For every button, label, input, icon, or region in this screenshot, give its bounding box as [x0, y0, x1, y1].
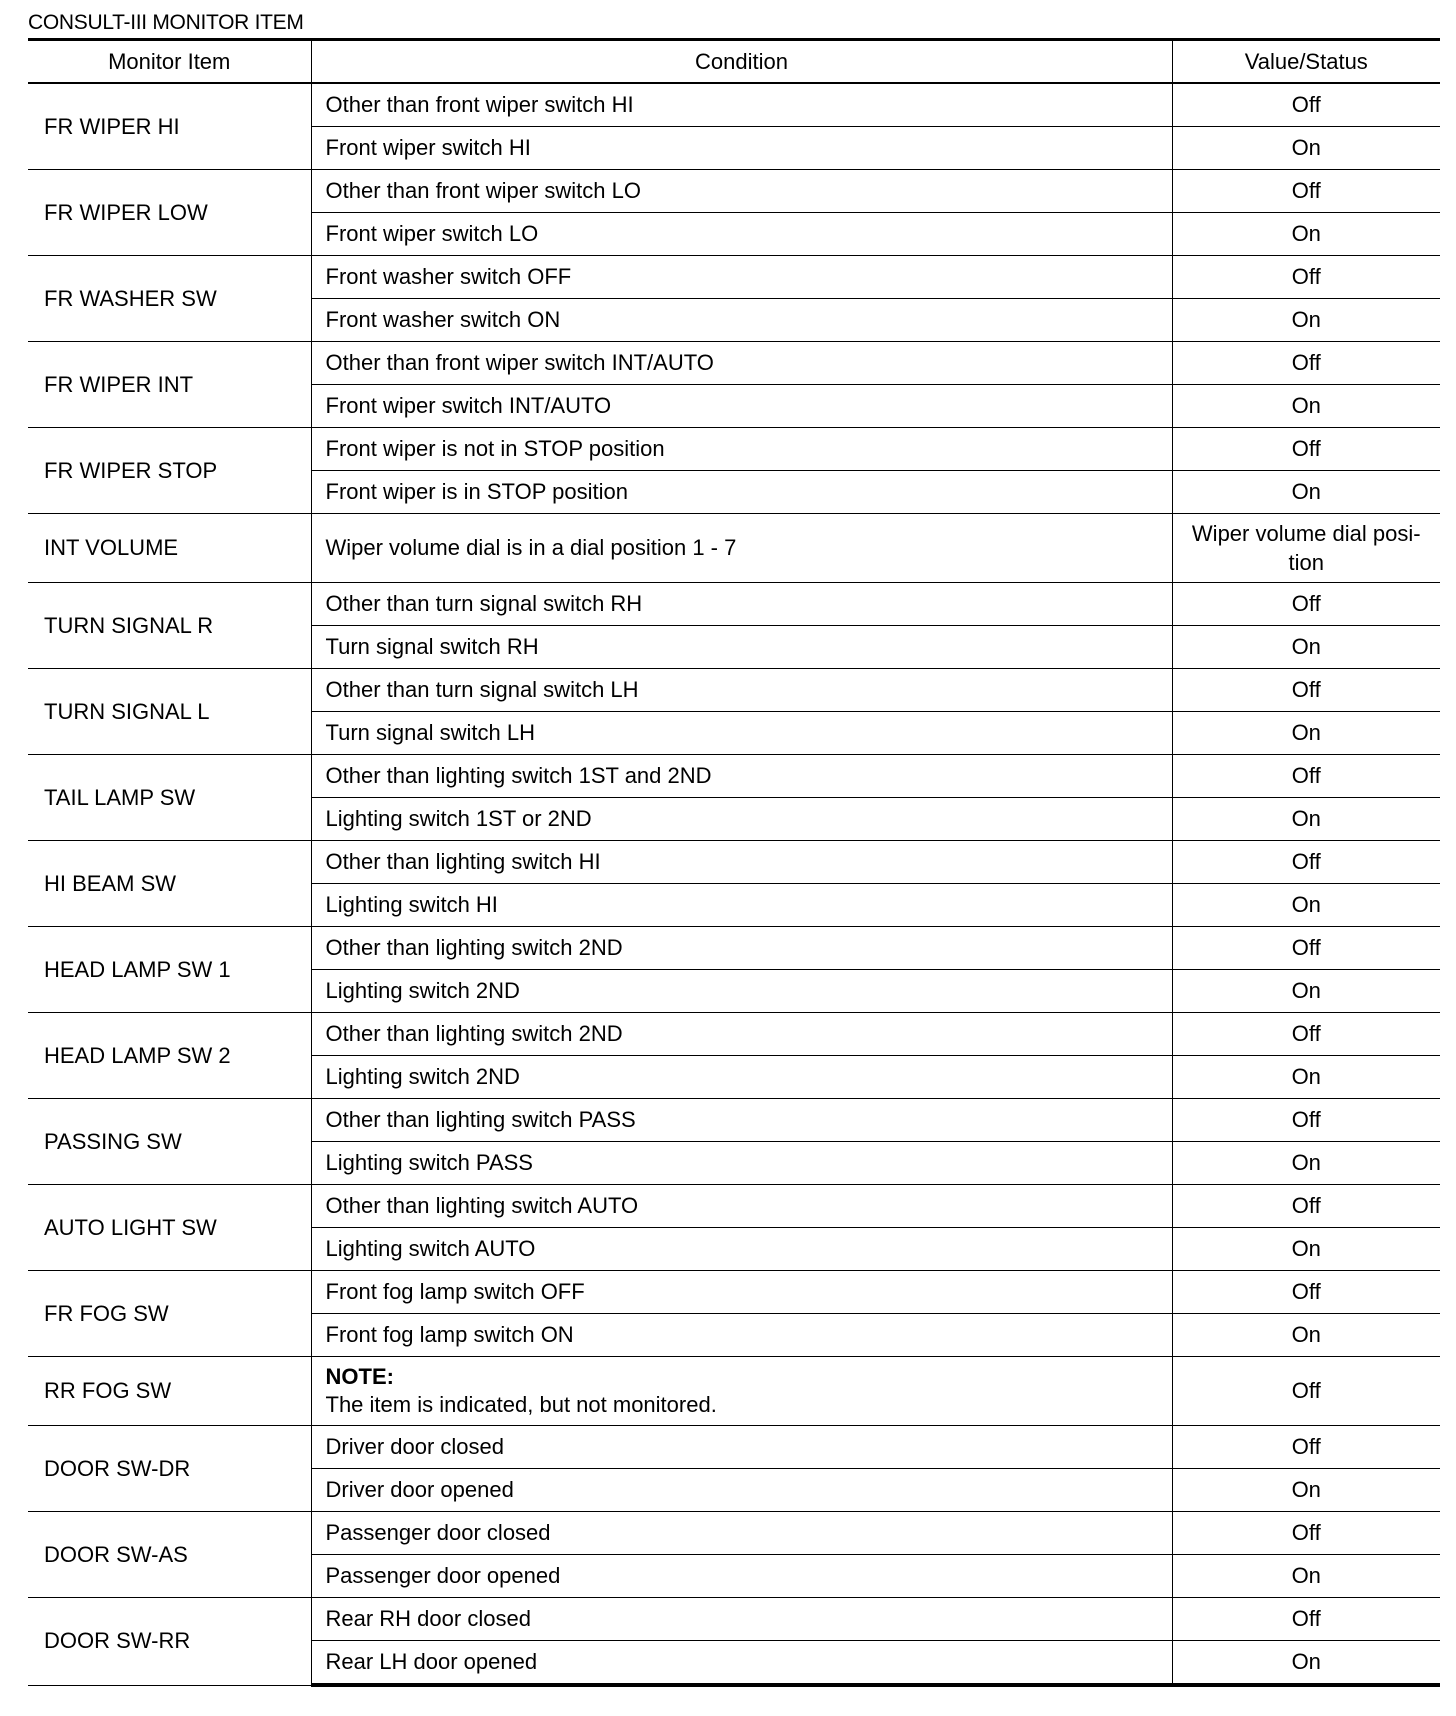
table-row — [28, 841, 1440, 884]
table-row — [28, 669, 1440, 712]
value-cell: Off — [1172, 83, 1440, 127]
condition-cell: Front washer switch ON — [311, 299, 1172, 342]
condition-cell: Other than front wiper switch LO — [311, 170, 1172, 213]
value-cell: Off — [1172, 170, 1440, 213]
condition-cell: Lighting switch AUTO — [311, 1228, 1172, 1271]
monitor-item-cell: INT VOLUME — [28, 514, 311, 583]
condition-cell: Other than turn signal switch LH — [311, 669, 1172, 712]
note-label: NOTE: — [325, 1364, 394, 1389]
monitor-item-cell: FR FOG SW — [28, 1271, 311, 1357]
table-row — [28, 1013, 1440, 1056]
condition-cell: Other than lighting switch HI — [311, 841, 1172, 884]
condition-cell: Lighting switch 2ND — [311, 970, 1172, 1013]
table-row — [28, 1598, 1440, 1641]
condition-cell: Turn signal switch LH — [311, 712, 1172, 755]
condition-cell: Lighting switch 1ST or 2ND — [311, 798, 1172, 841]
condition-cell: Other than lighting switch AUTO — [311, 1185, 1172, 1228]
condition-cell: Driver door opened — [311, 1469, 1172, 1512]
condition-cell: Rear LH door opened — [311, 1641, 1172, 1686]
monitor-item-cell: RR FOG SW — [28, 1357, 311, 1426]
condition-cell: Other than lighting switch 2ND — [311, 1013, 1172, 1056]
value-cell: On — [1172, 127, 1440, 170]
value-cell: Off — [1172, 1598, 1440, 1641]
condition-cell: Other than lighting switch 2ND — [311, 927, 1172, 970]
condition-cell: Lighting switch PASS — [311, 1142, 1172, 1185]
monitor-item-cell: HEAD LAMP SW 1 — [28, 927, 311, 1013]
value-cell: On — [1172, 299, 1440, 342]
value-cell: On — [1172, 1314, 1440, 1357]
value-cell: Off — [1172, 841, 1440, 884]
monitor-item-cell: FR WIPER INT — [28, 342, 311, 428]
condition-cell: Front wiper switch HI — [311, 127, 1172, 170]
monitor-item-cell: HEAD LAMP SW 2 — [28, 1013, 311, 1099]
monitor-item-cell: FR WIPER HI — [28, 83, 311, 170]
condition-cell: Lighting switch 2ND — [311, 1056, 1172, 1099]
value-cell: On — [1172, 1469, 1440, 1512]
table-row — [28, 1426, 1440, 1469]
monitor-item-cell: TURN SIGNAL R — [28, 583, 311, 669]
condition-cell: Other than lighting switch PASS — [311, 1099, 1172, 1142]
value-cell: Off — [1172, 1013, 1440, 1056]
value-cell: Off — [1172, 1185, 1440, 1228]
value-cell: Off — [1172, 1271, 1440, 1314]
condition-cell: Front wiper is not in STOP position — [311, 428, 1172, 471]
value-cell: Off — [1172, 428, 1440, 471]
condition-cell: Turn signal switch RH — [311, 626, 1172, 669]
monitor-item-cell: PASSING SW — [28, 1099, 311, 1185]
table-row — [28, 1512, 1440, 1555]
value-cell: On — [1172, 213, 1440, 256]
value-cell: Wiper volume dial posi- tion — [1172, 514, 1440, 583]
value-cell: On — [1172, 385, 1440, 428]
table-body — [28, 83, 1440, 1685]
table-row — [28, 514, 1440, 583]
monitor-item-cell: TURN SIGNAL L — [28, 669, 311, 755]
monitor-item-cell: AUTO LIGHT SW — [28, 1185, 311, 1271]
condition-cell: Other than lighting switch 1ST and 2ND — [311, 755, 1172, 798]
value-cell: Off — [1172, 342, 1440, 385]
monitor-item-table — [28, 38, 1440, 1687]
value-cell: On — [1172, 1228, 1440, 1271]
value-cell: Off — [1172, 1099, 1440, 1142]
value-cell: On — [1172, 884, 1440, 927]
table-row — [28, 342, 1440, 385]
value-cell: On — [1172, 1142, 1440, 1185]
header-condition: Condition — [311, 40, 1172, 84]
value-cell: On — [1172, 1641, 1440, 1686]
value-cell: On — [1172, 471, 1440, 514]
condition-cell: Passenger door opened — [311, 1555, 1172, 1598]
condition-cell: Front washer switch OFF — [311, 256, 1172, 299]
monitor-item-cell: DOOR SW-RR — [28, 1598, 311, 1686]
header-value-status: Value/Status — [1172, 40, 1440, 84]
value-cell: Off — [1172, 669, 1440, 712]
value-cell: Off — [1172, 927, 1440, 970]
table-row — [28, 927, 1440, 970]
monitor-item-cell: HI BEAM SW — [28, 841, 311, 927]
monitor-item-cell: TAIL LAMP SW — [28, 755, 311, 841]
value-cell: On — [1172, 1056, 1440, 1099]
condition-cell: Rear RH door closed — [311, 1598, 1172, 1641]
value-cell: Off — [1172, 1357, 1440, 1426]
value-cell: On — [1172, 712, 1440, 755]
table-row — [28, 1357, 1440, 1426]
value-cell: Off — [1172, 583, 1440, 626]
table-header-row — [28, 40, 1440, 84]
table-row — [28, 1271, 1440, 1314]
condition-cell: Front wiper is in STOP position — [311, 471, 1172, 514]
value-cell: On — [1172, 970, 1440, 1013]
monitor-item-cell: DOOR SW-DR — [28, 1426, 311, 1512]
table-row — [28, 755, 1440, 798]
condition-cell: Driver door closed — [311, 1426, 1172, 1469]
value-cell: On — [1172, 1555, 1440, 1598]
note-cell — [311, 1357, 1172, 1426]
monitor-item-cell: FR WIPER STOP — [28, 428, 311, 514]
table-row — [28, 83, 1440, 127]
table-row — [28, 1099, 1440, 1142]
value-cell: Off — [1172, 1426, 1440, 1469]
monitor-item-cell: FR WASHER SW — [28, 256, 311, 342]
note-text: The item is indicated, but not monitored. — [325, 1392, 717, 1417]
condition-cell: Other than front wiper switch HI — [311, 83, 1172, 127]
condition-cell: Passenger door closed — [311, 1512, 1172, 1555]
value-cell: On — [1172, 626, 1440, 669]
condition-cell: Front wiper switch INT/AUTO — [311, 385, 1172, 428]
condition-cell: Lighting switch HI — [311, 884, 1172, 927]
condition-cell: Other than turn signal switch RH — [311, 583, 1172, 626]
condition-cell: Front wiper switch LO — [311, 213, 1172, 256]
document-title: CONSULT-III MONITOR ITEM — [28, 11, 304, 34]
monitor-item-cell: FR WIPER LOW — [28, 170, 311, 256]
value-cell: Off — [1172, 256, 1440, 299]
value-cell: Off — [1172, 1512, 1440, 1555]
condition-cell: Front fog lamp switch ON — [311, 1314, 1172, 1357]
table-row — [28, 170, 1440, 213]
table-row — [28, 1185, 1440, 1228]
table-row — [28, 428, 1440, 471]
header-monitor-item: Monitor Item — [28, 40, 311, 84]
condition-cell: Wiper volume dial is in a dial position 1 - 7 — [311, 514, 1172, 583]
table-row — [28, 256, 1440, 299]
value-cell: Off — [1172, 755, 1440, 798]
table-row — [28, 583, 1440, 626]
condition-cell: Front fog lamp switch OFF — [311, 1271, 1172, 1314]
value-cell: On — [1172, 798, 1440, 841]
condition-cell: Other than front wiper switch INT/AUTO — [311, 342, 1172, 385]
monitor-item-cell: DOOR SW-AS — [28, 1512, 311, 1598]
